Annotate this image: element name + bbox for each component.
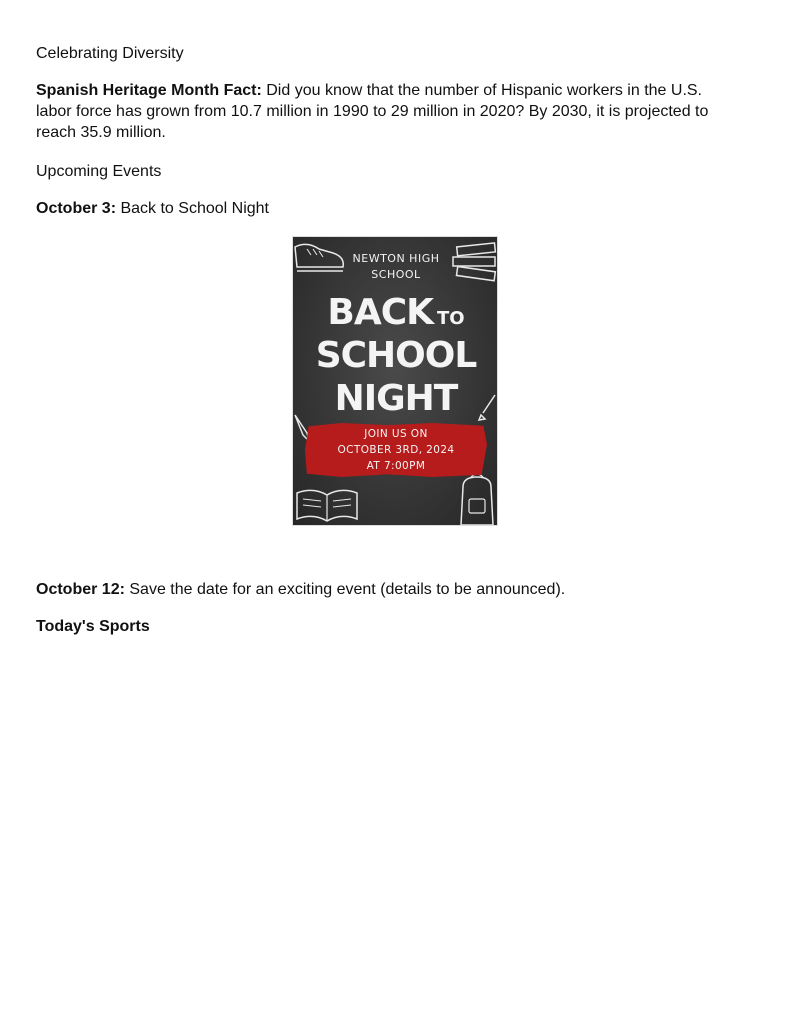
diversity-heading: Celebrating Diversity xyxy=(36,45,184,62)
flyer-banner-line3: AT 7:00PM xyxy=(366,460,426,472)
flyer-school-name-line1: NEWTON HIGH xyxy=(352,252,440,265)
event-description: Save the date for an exciting event (details to be announced). xyxy=(124,581,566,598)
flyer-banner-line1: JOIN US ON xyxy=(364,428,428,440)
backpack-doodle-icon xyxy=(453,473,498,526)
events-heading: Upcoming Events xyxy=(36,163,162,180)
heritage-fact-paragraph xyxy=(36,80,736,143)
event-description: Back to School Night xyxy=(116,200,269,217)
flyer-title-line1 xyxy=(293,293,498,339)
flyer-title-back: BACK xyxy=(327,292,434,333)
sports-heading: Today's Sports xyxy=(36,618,150,635)
flyer-school-name-line2: SCHOOL xyxy=(371,268,421,281)
heritage-fact-text: Did you know that the number of Hispanic workers in the U.S. labor force has grown from 10.7 million in 1990 to 29 million in 2020? By 2030, it is projected to reach 35.9 million. xyxy=(36,82,709,141)
event-item-back-to-school xyxy=(36,198,736,219)
open-book-doodle-icon xyxy=(293,483,363,526)
event-date: October 3: xyxy=(36,200,117,217)
flyer-title-to: TO xyxy=(437,308,465,329)
flyer-banner-line2: OCTOBER 3RD, 2024 xyxy=(337,444,455,456)
back-to-school-flyer xyxy=(292,236,498,526)
flyer-title-night: NIGHT xyxy=(334,378,458,419)
flyer-title-school: SCHOOL xyxy=(315,335,477,376)
event-date: October 12: xyxy=(36,581,125,598)
heritage-fact-label: Spanish Heritage Month Fact: xyxy=(36,82,262,99)
event-item-october-12 xyxy=(36,579,736,600)
